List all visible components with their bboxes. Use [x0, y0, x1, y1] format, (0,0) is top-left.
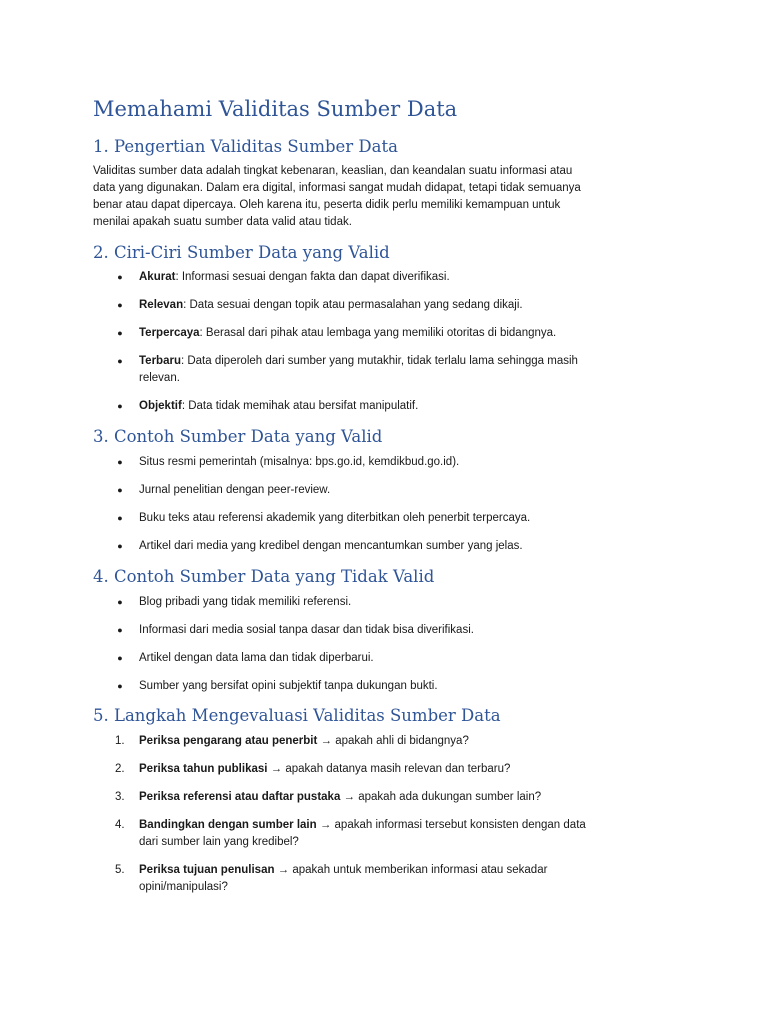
numbered-item: [115, 862, 684, 896]
list-item: [117, 510, 684, 527]
list-item-text: → apakah informasi tersebut konsisten dengan data: [316, 819, 586, 831]
list-item: [117, 353, 684, 387]
paragraph-line: benar atau dapat dipercaya. Oleh karena itu, peserta didik perlu memiliki kemampuan untuk: [93, 199, 561, 211]
list-item-term: Bandingkan dengan sumber lain: [139, 819, 317, 831]
numbered-item: [115, 761, 684, 778]
paragraph-line: menilai apakah suatu sumber data valid atau tidak.: [93, 216, 352, 228]
list-item-term: Akurat: [139, 271, 176, 283]
bullet-icon: ●: [117, 513, 123, 523]
section-1-paragraph: [93, 163, 693, 231]
list-item-text: → apakah untuk memberikan informasi atau sekadar: [274, 864, 548, 876]
bullet-icon: ●: [117, 457, 123, 467]
list-item-text: → apakah datanya masih relevan dan terbaru?: [267, 763, 511, 775]
item-number: 5.: [115, 864, 125, 876]
list-item-term: Periksa pengarang atau penerbit: [139, 735, 318, 747]
list-item-text: Buku teks atau referensi akademik yang diterbitkan oleh penerbit terpercaya.: [139, 512, 531, 524]
bullet-icon: ●: [117, 625, 123, 635]
list-item-text: Informasi dari media sosial tanpa dasar dan tidak bisa diverifikasi.: [139, 624, 474, 636]
section-1-heading: 1. Pengertian Validitas Sumber Data: [93, 137, 398, 156]
list-item-term: Terbaru: [139, 355, 181, 367]
list-item: [117, 678, 684, 695]
bullet-icon: ●: [117, 681, 123, 691]
section-4-heading: 4. Contoh Sumber Data yang Tidak Valid: [93, 567, 435, 586]
list-item: [117, 538, 684, 555]
bullet-icon: ●: [117, 300, 123, 310]
list-item-text: Artikel dengan data lama dan tidak diperbarui.: [139, 652, 374, 664]
item-number: 2.: [115, 763, 125, 775]
bullet-icon: ●: [117, 328, 123, 338]
bullet-icon: ●: [117, 485, 123, 495]
list-item: [117, 482, 684, 499]
list-item-text: opini/manipulasi?: [139, 881, 228, 893]
list-item-text: Situs resmi pemerintah (misalnya: bps.go.id, kemdikbud.go.id).: [139, 456, 460, 468]
list-item-term: Objektif: [139, 400, 182, 412]
list-item-text: : Berasal dari pihak atau lembaga yang memiliki otoritas di bidangnya.: [199, 327, 557, 339]
list-item-text: Jurnal penelitian dengan peer-review.: [139, 484, 331, 496]
list-item-text: relevan.: [139, 372, 180, 384]
list-item-text: → apakah ada dukungan sumber lain?: [340, 791, 542, 803]
paragraph-line: data yang digunakan. Dalam era digital, informasi sangat mudah didapat, tetapi tidak semuanya: [93, 182, 581, 194]
list-item: [117, 622, 684, 639]
list-item: [117, 269, 684, 286]
list-item-text: dari sumber lain yang kredibel?: [139, 836, 299, 848]
bullet-icon: ●: [117, 541, 123, 551]
list-item-text: → apakah ahli di bidangnya?: [317, 735, 469, 747]
list-item: [117, 297, 684, 314]
bullet-icon: ●: [117, 272, 123, 282]
list-item-text: : Informasi sesuai dengan fakta dan dapat diverifikasi.: [175, 271, 450, 283]
list-item: [117, 325, 684, 342]
list-item-term: Periksa tujuan penulisan: [139, 864, 275, 876]
section-5-heading: 5. Langkah Mengevaluasi Validitas Sumber Data: [93, 706, 501, 725]
list-item-text: : Data tidak memihak atau bersifat manipulatif.: [181, 400, 419, 412]
list-item: [117, 650, 684, 667]
section-2-heading: 2. Ciri-Ciri Sumber Data yang Valid: [93, 243, 390, 262]
list-item-term: Periksa tahun publikasi: [139, 763, 268, 775]
list-item-text: : Data diperoleh dari sumber yang mutakhir, tidak terlalu lama sehingga masih: [180, 355, 578, 367]
document-title: Memahami Validitas Sumber Data: [93, 97, 458, 121]
item-number: 4.: [115, 819, 125, 831]
list-item: [117, 454, 684, 471]
list-item-text: Artikel dari media yang kredibel dengan mencantumkan sumber yang jelas.: [139, 540, 523, 552]
numbered-item: [115, 733, 684, 750]
bullet-icon: ●: [117, 653, 123, 663]
bullet-icon: ●: [117, 356, 123, 366]
paragraph-line: Validitas sumber data adalah tingkat kebenaran, keaslian, dan keandalan suatu informasi atau: [93, 165, 573, 177]
list-item-text: Blog pribadi yang tidak memiliki referensi.: [139, 596, 352, 608]
bullet-icon: ●: [117, 597, 123, 607]
list-item-text: : Data sesuai dengan topik atau permasalahan yang sedang dikaji.: [183, 299, 523, 311]
numbered-item: [115, 817, 684, 851]
item-number: 3.: [115, 791, 125, 803]
list-item-term: Relevan: [139, 299, 184, 311]
list-item-term: Terpercaya: [139, 327, 200, 339]
bullet-icon: ●: [117, 401, 123, 411]
list-item: [117, 594, 684, 611]
list-item-term: Periksa referensi atau daftar pustaka: [139, 791, 341, 803]
list-item: [117, 398, 684, 415]
item-number: 1.: [115, 735, 125, 747]
section-3-heading: 3. Contoh Sumber Data yang Valid: [93, 427, 383, 446]
numbered-item: [115, 789, 684, 806]
list-item-text: Sumber yang bersifat opini subjektif tanpa dukungan bukti.: [139, 680, 438, 692]
